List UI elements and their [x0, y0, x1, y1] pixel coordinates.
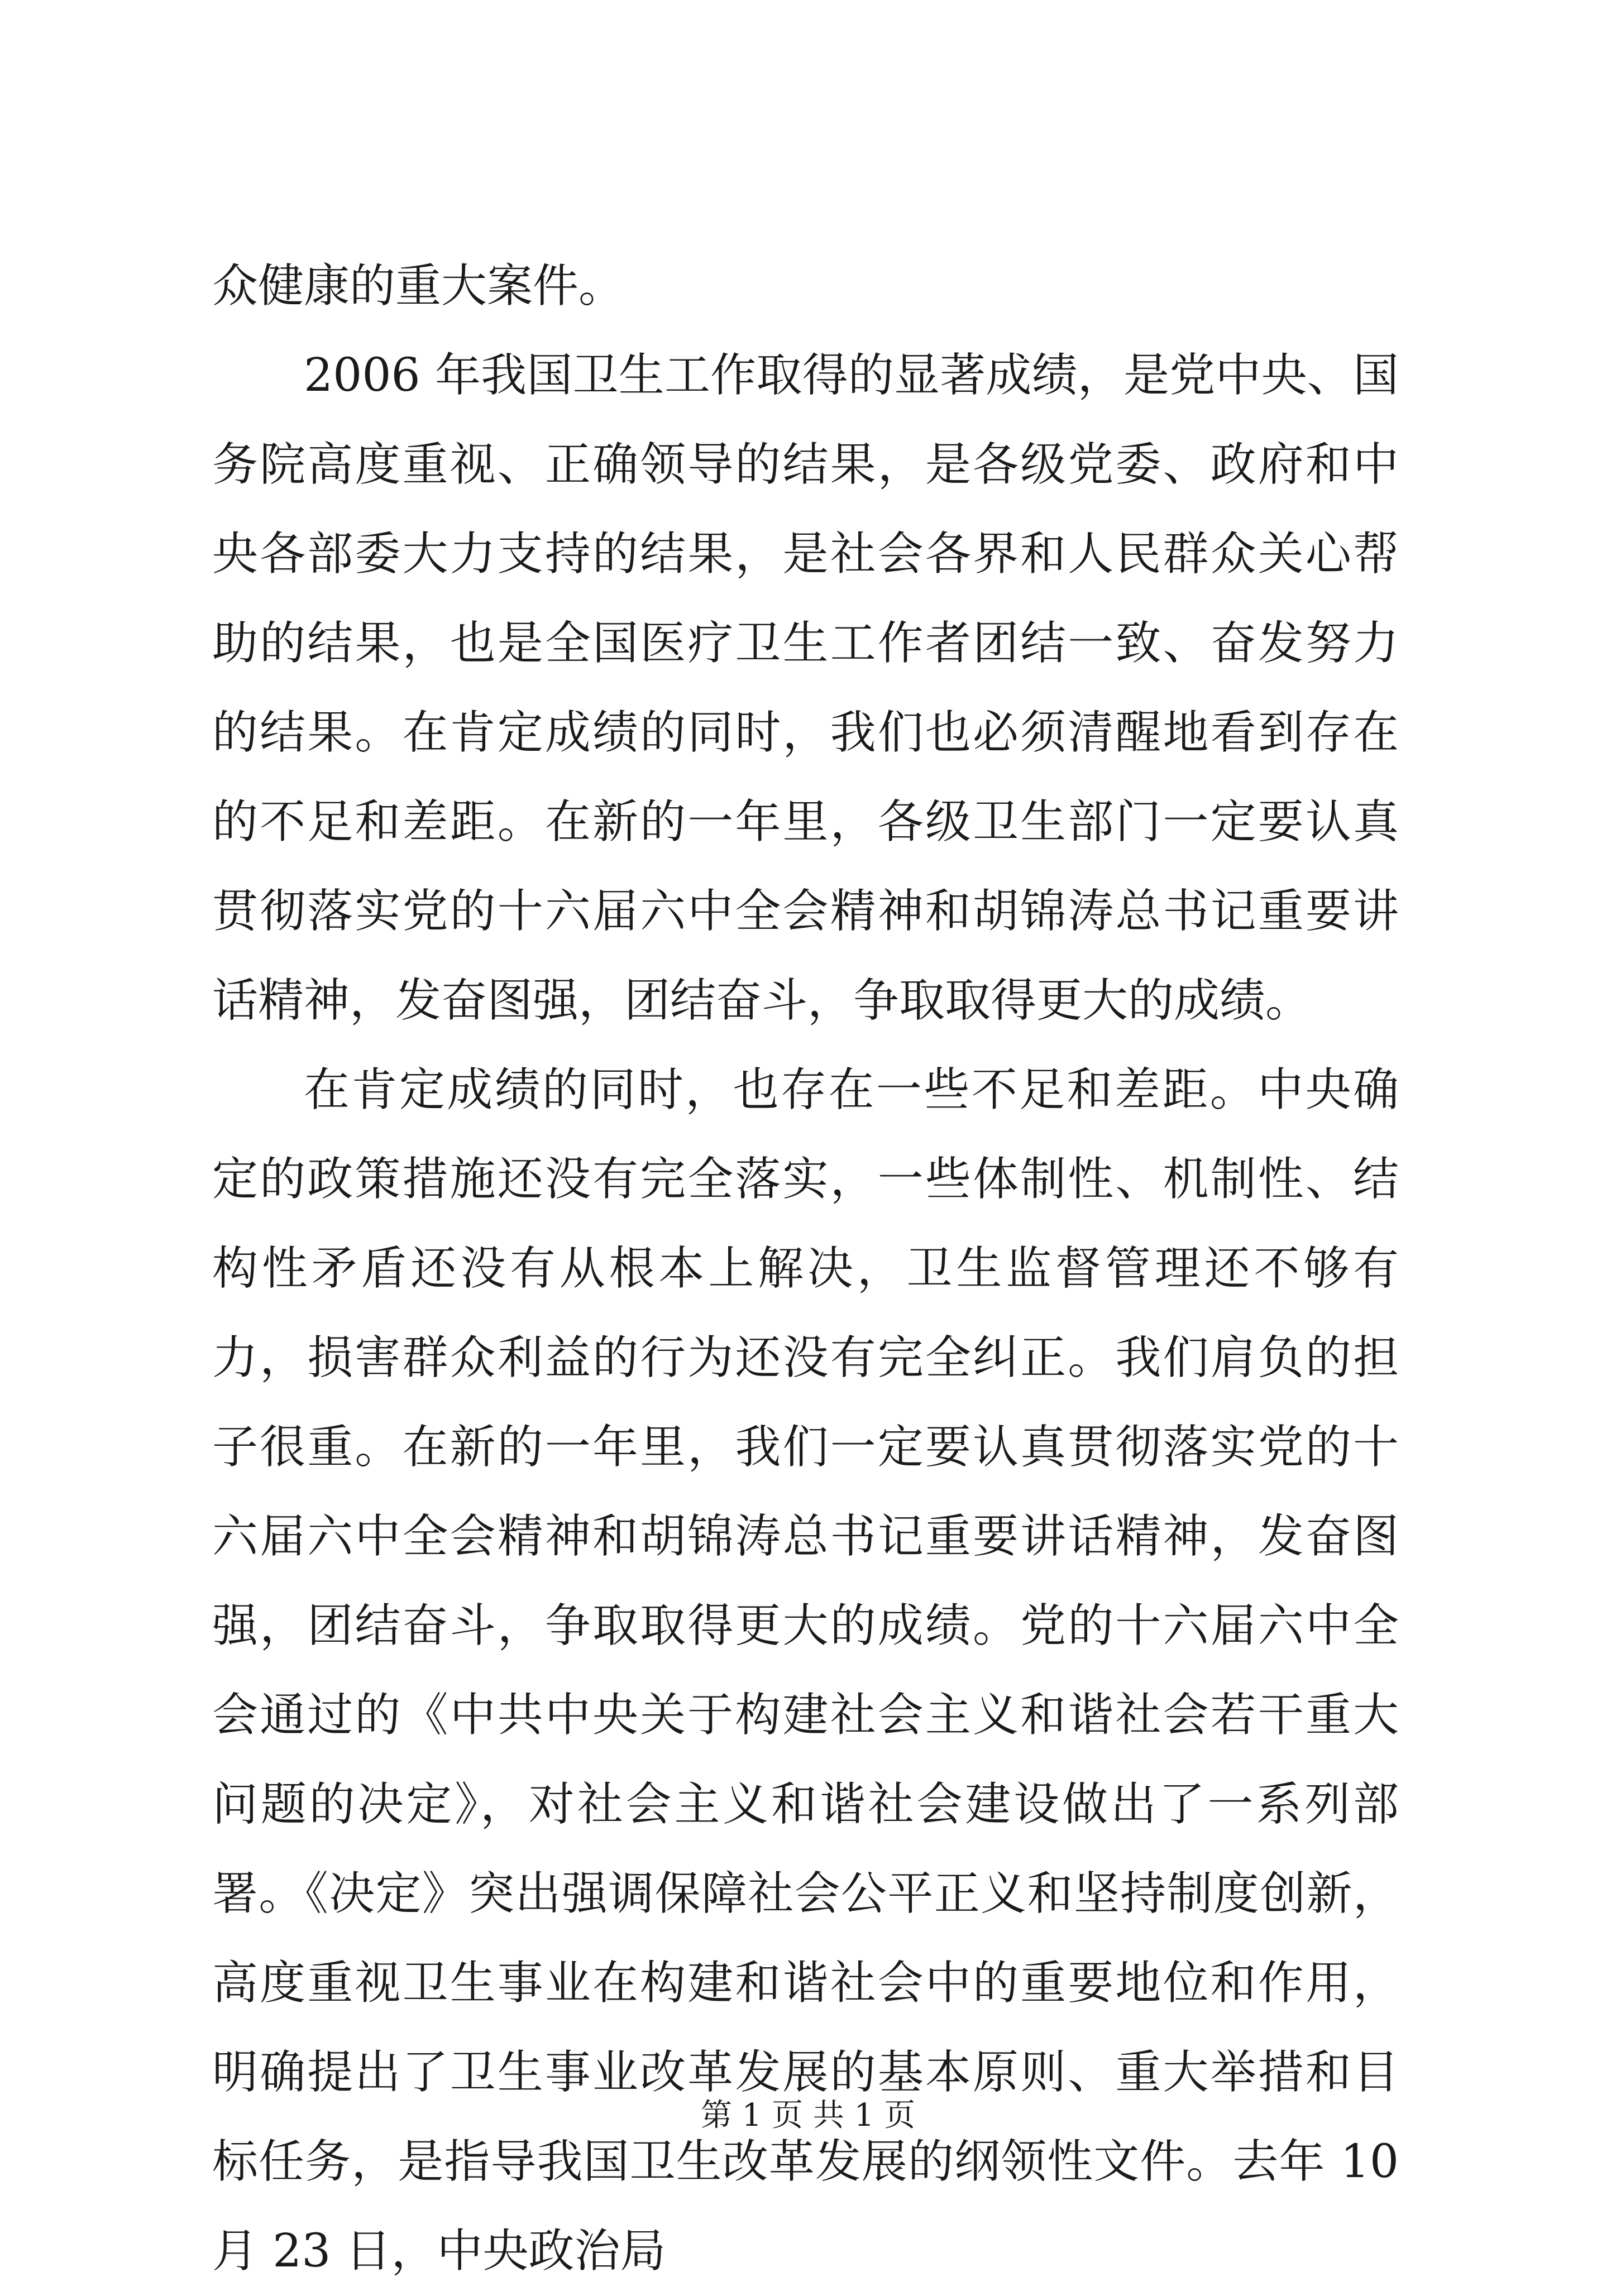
document-body: [212, 242, 1399, 2296]
page-number-footer: 第 1 页 共 1 页: [700, 2097, 916, 2134]
paragraph-2: 2006 年我国卫生工作取得的显著成绩，是党中央、国务院高度重视、正确领导的结果，是各级党委、政府和中央各部委大力支持的结果，是社会各界和人民群众关心帮助的结果，也是全国医疗卫生工作者团结一致、奋发努力的结果。在肯定成绩的同时，我们也必须清醒地看到存在的不足和差距。在新的一年里，各级卫生部门一定要认真贯彻落实党的十六届六中全会精神和胡锦涛总书记重要讲话精神，发奋图强，团结奋斗，争取取得更大的成绩。: [212, 349, 1399, 1027]
paragraph-1: 众健康的重大案件。: [212, 260, 625, 313]
paragraph-3: 在肯定成绩的同时，也存在一些不足和差距。中央确定的政策措施还没有完全落实，一些体制性、机制性、结构性矛盾还没有从根本上解决，卫生监督管理还不够有力，损害群众利益的行为还没有完全纠正。我们肩负的担子很重。在新的一年里，我们一定要认真贯彻落实党的十六届六中全会精神和胡锦涛总书记重要讲话精神，发奋图强，团结奋斗，争取取得更大的成绩。党的十六届六中全会通过的《中共中央关于构建社会主义和谐社会若干重大问题的决定》，对社会主义和谐社会建设做出了一系列部署。《决定》突出强调保障社会公平正义和坚持制度创新，高度重视卫生事业在构建和谐社会中的重要地位和作用，明确提出了卫生事业改革发展的基本原则、重大举措和目标任务，是指导我国卫生改革发展的纲领性文件。去年 10 月 23 日，中央政治局: [212, 1063, 1399, 2278]
